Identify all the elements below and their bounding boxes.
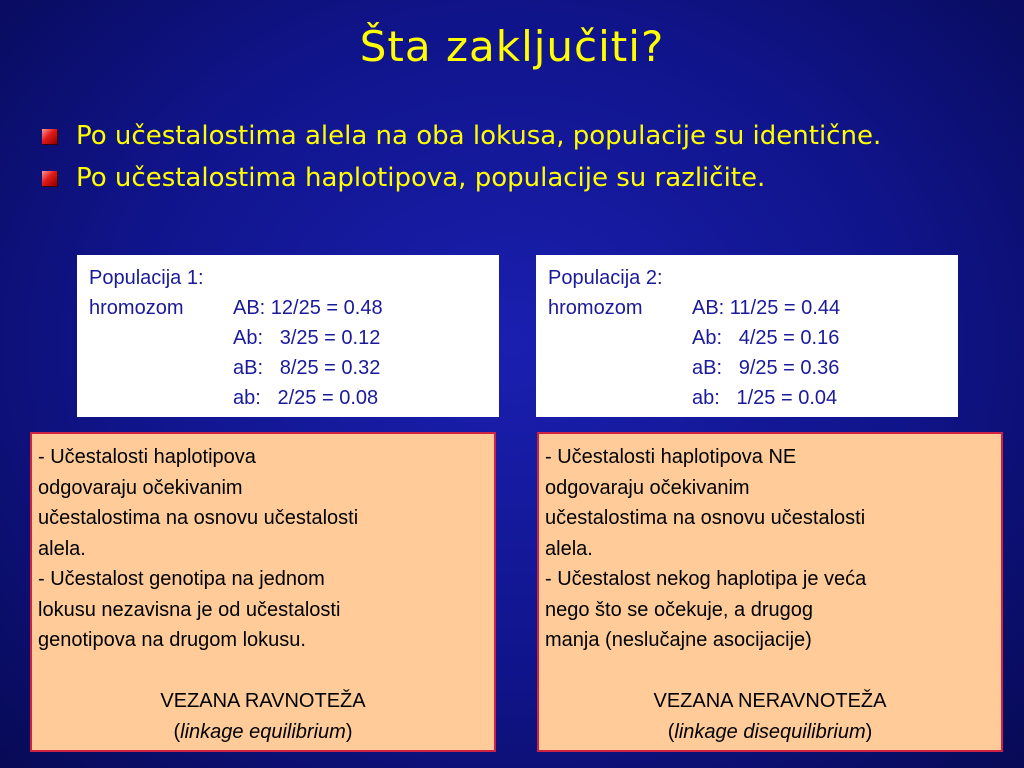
haplotype-row <box>89 353 487 383</box>
row-label <box>89 353 233 383</box>
population-2-header: Populacija 2: <box>548 267 663 289</box>
explanation-line: manja (neslučajne asocijacije) <box>545 629 812 651</box>
bullet-list <box>40 118 1000 202</box>
row-value: aB: 8/25 = 0.32 <box>233 357 381 379</box>
explanation-line: - Učestalosti haplotipova NE <box>545 446 797 468</box>
explanation-line: učestalostima na osnovu učestalosti <box>38 507 359 529</box>
row-value: aB: 9/25 = 0.36 <box>692 357 840 379</box>
explanation-line: lokusu nezavisna je od učestalosti <box>38 598 341 621</box>
haplotype-row <box>548 353 946 383</box>
explanation-line: - Učestalost genotipa na jednom <box>38 568 325 590</box>
row-label <box>548 353 692 383</box>
explanation-line: alela. <box>545 537 593 560</box>
population-2-box <box>536 255 958 417</box>
conclusion-block <box>545 686 995 748</box>
row-value: AB: 12/25 = 0.48 <box>233 297 383 319</box>
explanation-line: - Učestalost nekog haplotipa je veća <box>545 568 867 590</box>
population-1-box <box>77 255 499 417</box>
explanation-line: odgovaraju očekivanim <box>545 476 750 499</box>
bullet-item <box>40 160 1000 196</box>
row-value: Ab: 3/25 = 0.12 <box>233 327 381 349</box>
conclusion-block <box>38 686 488 748</box>
haplotype-row <box>548 293 946 323</box>
explanation-line: učestalostima na osnovu učestalosti <box>545 507 866 529</box>
equilibrium-box <box>30 432 496 752</box>
row-label <box>548 323 692 353</box>
haplotype-row <box>89 293 487 323</box>
row-label: hromozom <box>548 297 643 319</box>
bullet-text: Po učestalostima haplotipova, populacije su različite. <box>76 163 766 193</box>
explanation-line: odgovaraju očekivanim <box>38 476 243 499</box>
row-label <box>548 383 692 413</box>
row-label <box>89 323 233 353</box>
conclusion-title: VEZANA RAVNOTEŽA <box>160 689 366 712</box>
explanation-line: genotipova na drugom lokusu. <box>38 629 306 651</box>
conclusion-title: VEZANA NERAVNOTEŽA <box>653 689 887 712</box>
bullet-text: Po učestalostima alela na oba lokusa, populacije su identične. <box>76 121 882 151</box>
row-label: hromozom <box>89 297 184 319</box>
explanation-line: alela. <box>38 537 86 560</box>
haplotype-row <box>89 323 487 353</box>
row-value: ab: 2/25 = 0.08 <box>233 387 379 409</box>
explanation-line: - Učestalosti haplotipova <box>38 446 256 468</box>
bullet-square-icon <box>42 129 57 144</box>
row-label <box>89 383 233 413</box>
haplotype-row <box>89 383 487 413</box>
row-value: AB: 11/25 = 0.44 <box>692 297 841 319</box>
population-1-header: Populacija 1: <box>89 267 204 289</box>
row-value: ab: 1/25 = 0.04 <box>692 387 838 409</box>
conclusion-latin: (linkage equilibrium) <box>173 720 353 743</box>
disequilibrium-box <box>537 432 1003 752</box>
haplotype-row <box>548 383 946 413</box>
row-value: Ab: 4/25 = 0.16 <box>692 327 840 349</box>
slide-title: Šta zaključiti? <box>359 22 665 71</box>
bullet-item <box>40 118 1000 154</box>
explanation-line: nego što se očekuje, a drugog <box>545 598 813 621</box>
bullet-square-icon <box>42 171 57 186</box>
haplotype-row <box>548 323 946 353</box>
conclusion-latin: (linkage disequilibrium) <box>667 720 873 743</box>
